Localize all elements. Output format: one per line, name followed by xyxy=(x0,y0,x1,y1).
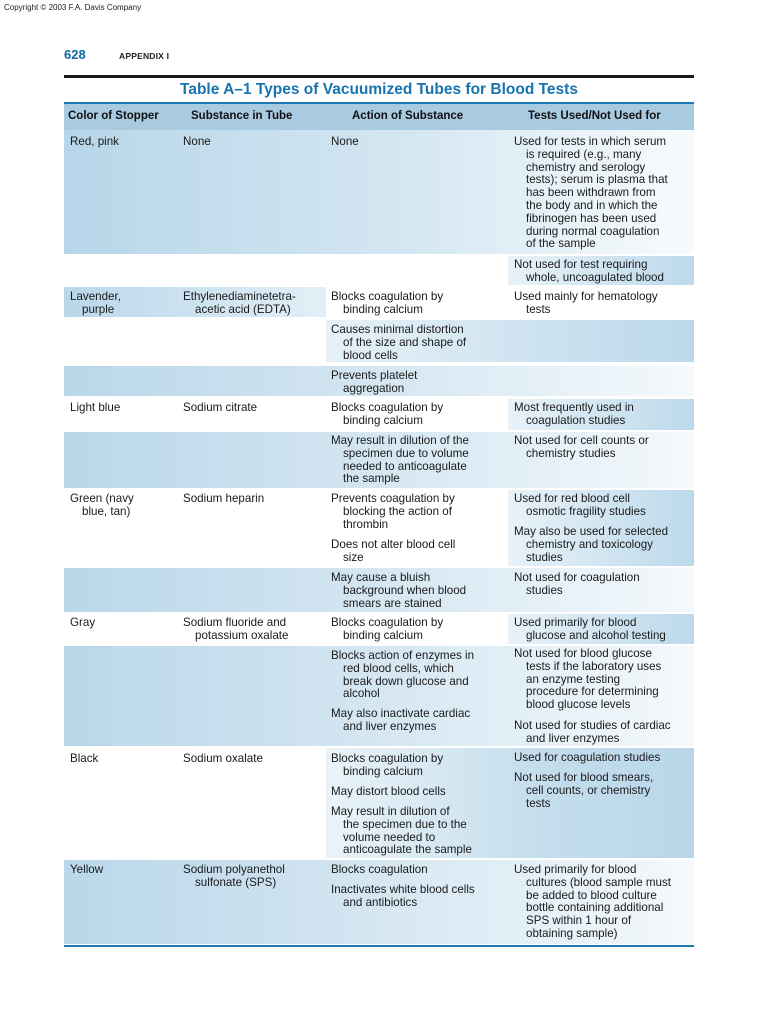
cell-text-line: needed to anticoagulate xyxy=(343,459,467,473)
cell-text-line: Sodium fluoride and xyxy=(183,616,287,629)
cell-text-line: size xyxy=(343,550,364,564)
cell-text-line: May cause a bluish xyxy=(331,571,431,584)
cell-text-line: Light blue xyxy=(70,401,121,414)
cell-text-line: chemistry and serology xyxy=(526,160,646,174)
cell-text-line: Blocks action of enzymes in xyxy=(331,649,475,662)
cell-text-line: chemistry studies xyxy=(526,446,616,460)
gray-tests-2 xyxy=(514,648,661,712)
cell-text-line: Used mainly for hematology xyxy=(514,290,658,303)
cell-text-line: Red, pink xyxy=(70,135,119,148)
cell-text-line: Not used for cell counts or xyxy=(514,434,649,447)
page-number: 628 xyxy=(64,47,86,62)
lightblue-tests-1 xyxy=(514,402,634,428)
green-tests-2 xyxy=(514,526,668,564)
cell-text-line: during normal coagulation xyxy=(526,224,660,238)
black-action-1 xyxy=(331,753,443,779)
yellow-tests-cell xyxy=(514,864,671,941)
cell-text-line: and liver enzymes xyxy=(343,719,437,733)
yellow-color-cell xyxy=(70,864,103,877)
lavender-tests-cell xyxy=(514,291,658,317)
header-action-of-substance: Action of Substance xyxy=(352,110,464,122)
black-tests-2 xyxy=(514,772,653,810)
cell-text-line: May also be used for selected xyxy=(514,525,669,538)
cell-text-line: smears are stained xyxy=(343,596,442,610)
cell-text-line: Green (navy xyxy=(70,492,134,505)
header-color-of-stopper: Color of Stopper xyxy=(68,110,159,122)
cell-text-line: Gray xyxy=(70,616,96,629)
black-action-2 xyxy=(331,786,446,799)
cell-text-line: and liver enzymes xyxy=(526,731,620,745)
cell-text-line: Used primarily for blood xyxy=(514,616,637,629)
cell-text-line: May also inactivate cardiac xyxy=(331,707,471,720)
copyright-notice: Copyright © 2003 F.A. Davis Company xyxy=(4,3,142,12)
gray-action-3 xyxy=(331,708,470,734)
green-color-cell xyxy=(70,493,134,519)
yellow-substance-cell xyxy=(183,864,285,890)
lightblue-tests-2 xyxy=(514,435,649,461)
cell-text-line: Sodium heparin xyxy=(183,492,265,505)
cell-text-line: osmotic fragility studies xyxy=(526,504,646,518)
red-substance-cell xyxy=(183,136,211,149)
yellow-action-1 xyxy=(331,864,428,877)
cell-text-line: tests xyxy=(526,796,551,810)
yellow-action-2 xyxy=(331,884,475,910)
cell-text-line: break down glucose and xyxy=(343,674,469,688)
cell-text-line: the body and in which the xyxy=(526,198,658,212)
cell-text-line: Blocks coagulation xyxy=(331,863,428,876)
black-substance-cell xyxy=(183,753,263,766)
green-tests-3 xyxy=(514,572,640,598)
cell-text-line: alcohol xyxy=(343,687,380,701)
cell-text-line: Inactivates white blood cells xyxy=(331,883,475,896)
cell-text-line: Blocks coagulation by xyxy=(331,401,444,414)
cell-text-line: sulfonate (SPS) xyxy=(195,875,277,889)
cell-text-line: aggregation xyxy=(343,381,405,395)
cell-text-line: May result in dilution of the xyxy=(331,434,469,447)
green-action-1 xyxy=(331,493,455,531)
black-action-3 xyxy=(331,806,472,857)
lightblue-color-cell xyxy=(70,402,120,415)
cell-text-line: whole, uncoagulated blood xyxy=(526,270,664,284)
red-color-cell xyxy=(70,136,119,149)
cell-text-line: red blood cells, which xyxy=(343,661,454,675)
cell-text-line: volume needed to xyxy=(343,830,436,844)
green-action-2 xyxy=(331,539,455,565)
cell-text-line: of the size and shape of xyxy=(343,335,467,349)
red-action-cell xyxy=(331,136,359,149)
cell-text-line: anticoagulate the sample xyxy=(343,843,472,857)
header-tests-used: Tests Used/Not Used for xyxy=(528,110,661,122)
cell-text-line: background when blood xyxy=(343,583,467,597)
cell-text-line: the specimen due to the xyxy=(343,817,467,831)
cell-text-line: Most frequently used in xyxy=(514,401,634,414)
cell-text-line: is required (e.g., many xyxy=(526,147,642,161)
cell-text-line: obtaining sample) xyxy=(526,926,618,940)
cell-text-line: chemistry and toxicology xyxy=(526,537,653,551)
gray-substance-cell xyxy=(183,617,288,643)
lavender-substance-cell xyxy=(183,291,296,317)
cell-text-line: and antibiotics xyxy=(343,895,418,909)
cell-text-line: binding calcium xyxy=(343,413,423,427)
cell-text-line: SPS within 1 hour of xyxy=(526,914,632,928)
black-color-cell xyxy=(70,753,98,766)
red-tests-used-cell xyxy=(514,136,668,251)
cell-text-line: blood cells xyxy=(343,348,398,362)
cell-text-line: studies xyxy=(526,583,563,597)
cell-text-line: Not used for test requiring xyxy=(514,258,648,271)
cell-text-line: Not used for blood smears, xyxy=(514,771,654,784)
table-bottom-rule xyxy=(64,945,694,947)
cell-text-line: Yellow xyxy=(70,863,104,876)
cell-text-line: the sample xyxy=(343,472,400,486)
cell-text-line: Black xyxy=(70,752,99,765)
cell-text-line: Sodium polyanethol xyxy=(183,863,285,876)
running-header: APPENDIX I xyxy=(119,51,170,61)
cell-text-line: fibrinogen has been used xyxy=(526,211,657,225)
cell-text-line: blocking the action of xyxy=(343,504,452,518)
cell-text-line: Sodium citrate xyxy=(183,401,258,414)
cell-text-line: studies xyxy=(526,550,563,564)
cell-text-line: Not used for studies of cardiac xyxy=(514,719,671,732)
cell-text-line: None xyxy=(183,135,211,148)
lavender-color-cell xyxy=(70,291,121,317)
cell-text-line: glucose and alcohol testing xyxy=(526,628,666,642)
green-tests-1 xyxy=(514,493,646,519)
cell-text-line: tests); serum is plasma that xyxy=(526,173,668,187)
cell-text-line: tests if the laboratory uses xyxy=(526,659,662,673)
cell-text-line: Prevents platelet xyxy=(331,369,418,382)
cell-text-line: acetic acid (EDTA) xyxy=(195,302,291,316)
lavender-action-2 xyxy=(331,324,466,362)
cell-text-line: Used for tests in which serum xyxy=(514,135,667,148)
cell-text-line: Sodium oxalate xyxy=(183,752,263,765)
cell-text-line: binding calcium xyxy=(343,628,423,642)
cell-text-line: coagulation studies xyxy=(526,413,626,427)
header-substance-in-tube: Substance in Tube xyxy=(191,110,293,122)
title-rule xyxy=(64,75,694,78)
green-substance-cell xyxy=(183,493,264,506)
red-tests-not-used-cell xyxy=(514,259,664,285)
cell-text-line: potassium oxalate xyxy=(195,628,289,642)
cell-text-line: binding calcium xyxy=(343,302,423,316)
gray-tests-1 xyxy=(514,617,666,643)
cell-text-line: be added to blood culture xyxy=(526,888,657,902)
cell-text-line: cell counts, or chemistry xyxy=(526,783,651,797)
cell-text-line: of the sample xyxy=(526,237,596,251)
cell-text-line: Blocks coagulation by xyxy=(331,616,444,629)
cell-text-line: Blocks coagulation by xyxy=(331,752,444,765)
cell-text-line: Ethylenediaminetetra- xyxy=(183,290,296,303)
cell-text-line: blood glucose levels xyxy=(526,698,631,712)
cell-text-line: Blocks coagulation by xyxy=(331,290,444,303)
cell-text-line: Used for coagulation studies xyxy=(514,751,661,764)
black-tests-1 xyxy=(514,752,660,765)
cell-text-line: None xyxy=(331,135,359,148)
cell-text-line: procedure for determining xyxy=(526,685,659,699)
cell-text-line: thrombin xyxy=(343,517,389,531)
table-title: Table A–1 Types of Vacuumized Tubes for Blood Tests xyxy=(180,81,578,98)
lightblue-action-1 xyxy=(331,402,443,428)
green-action-3 xyxy=(331,572,466,610)
cell-text-line: Prevents coagulation by xyxy=(331,492,455,505)
lavender-action-1 xyxy=(331,291,443,317)
cell-text-line: Does not alter blood cell xyxy=(331,538,456,551)
cell-text-line: Used for red blood cell xyxy=(514,492,630,505)
cell-text-line: binding calcium xyxy=(343,764,423,778)
cell-text-line: Used primarily for blood xyxy=(514,863,637,876)
cell-text-line: has been withdrawn from xyxy=(526,186,656,200)
cell-text-line: Causes minimal distortion xyxy=(331,323,464,336)
cell-text-line: purple xyxy=(82,302,115,316)
gray-action-1 xyxy=(331,617,443,643)
lightblue-substance-cell xyxy=(183,402,257,415)
gray-action-2 xyxy=(331,650,474,701)
cell-text-line: Not used for blood glucose xyxy=(514,647,652,660)
cell-text-line: tests xyxy=(526,302,551,316)
cell-text-line: cultures (blood sample must xyxy=(526,875,671,889)
table-header xyxy=(64,102,694,132)
lightblue-action-2 xyxy=(331,435,469,486)
cell-text-line: bottle containing additional xyxy=(526,901,664,915)
lavender-action-3 xyxy=(331,370,417,396)
gray-color-cell xyxy=(70,617,95,630)
cell-text-line: May distort blood cells xyxy=(331,785,446,798)
cell-text-line: Lavender, xyxy=(70,290,121,303)
gray-tests-3 xyxy=(514,720,671,746)
cell-text-line: May result in dilution of xyxy=(331,805,450,818)
cell-text-line: blue, tan) xyxy=(82,504,131,518)
cell-text-line: an enzyme testing xyxy=(526,672,621,686)
cell-text-line: Not used for coagulation xyxy=(514,571,640,584)
cell-text-line: specimen due to volume xyxy=(343,446,469,460)
